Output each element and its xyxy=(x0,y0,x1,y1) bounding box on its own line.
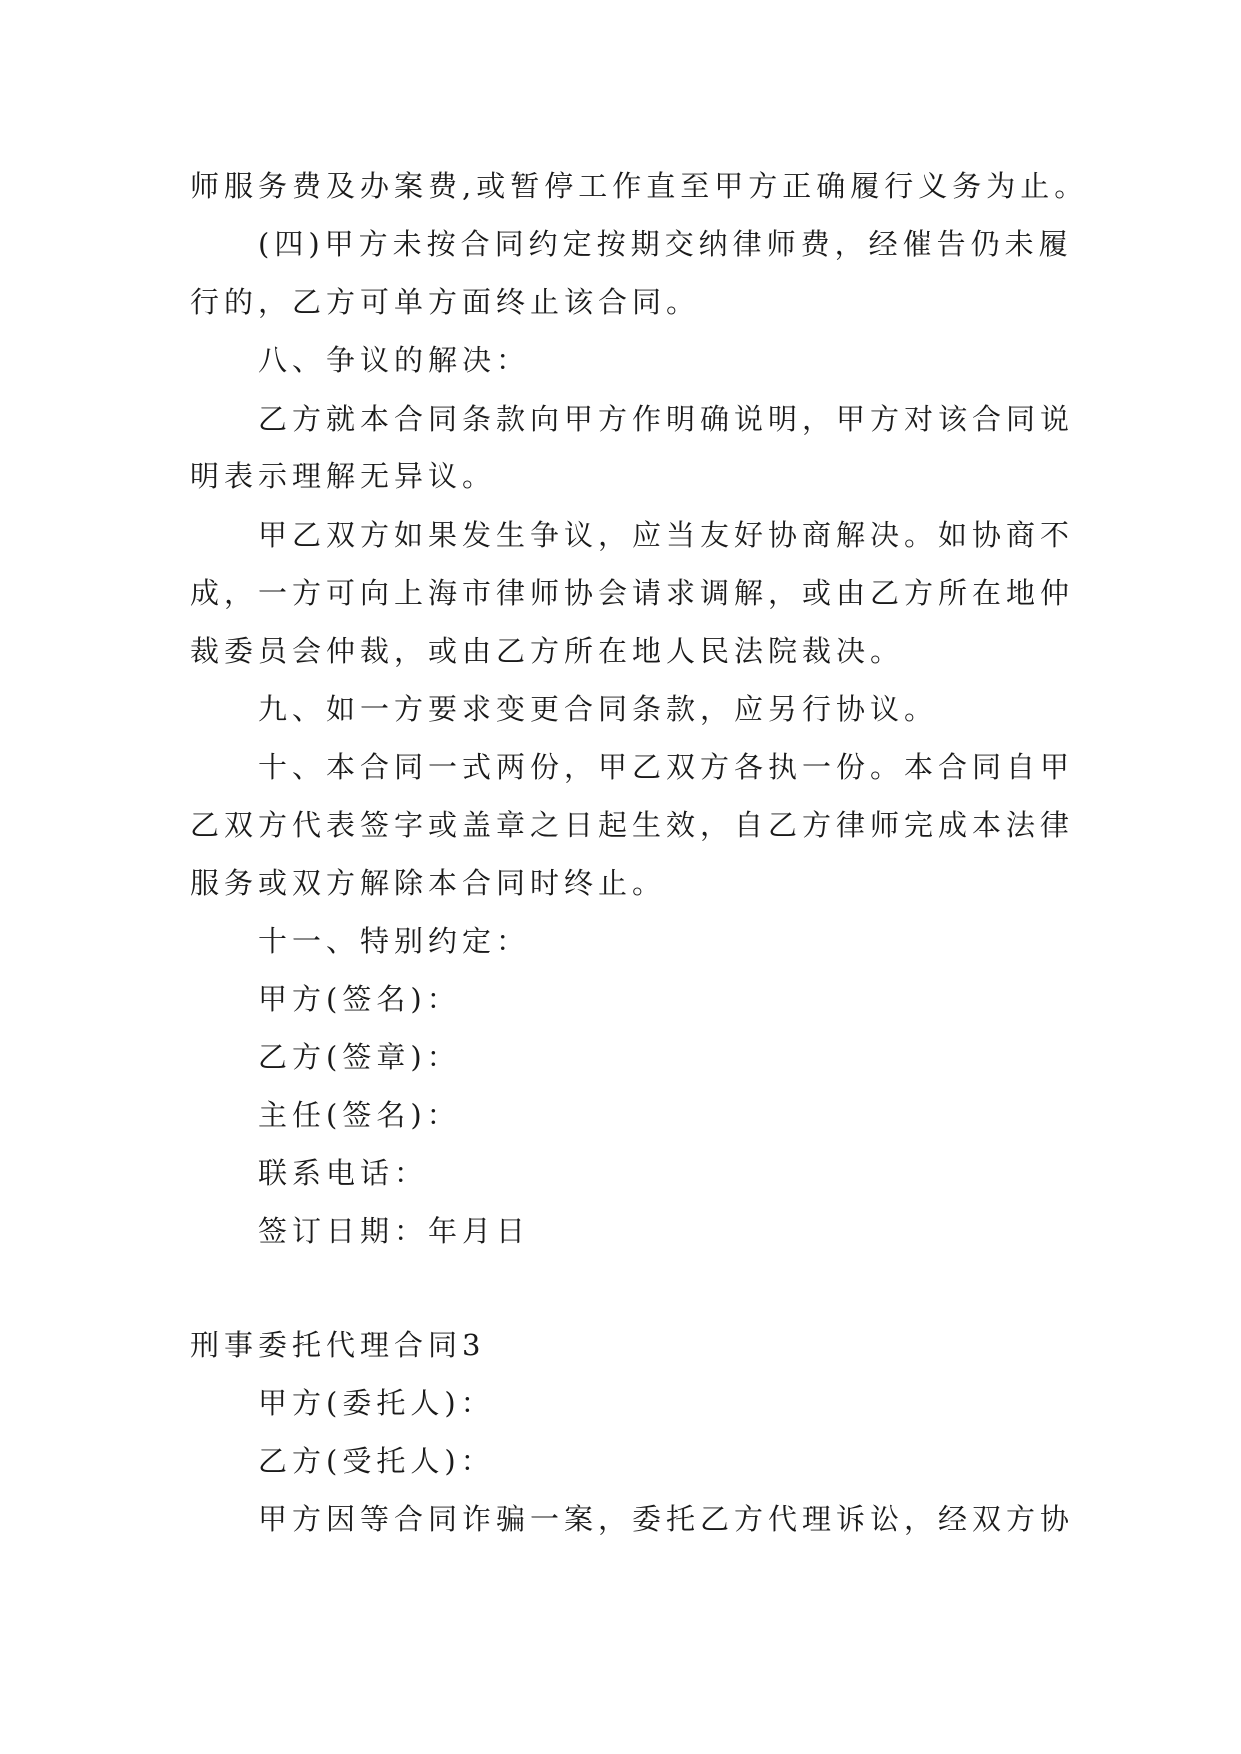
document-title: 刑事委托代理合同3 xyxy=(190,1328,486,1362)
text-line: 师服务费及办案费,或暂停工作直至甲方正确履行义务为止。 xyxy=(190,169,1089,203)
text-line: 甲乙双方如果发生争议，应当友好协商解决。如协商不 xyxy=(258,518,1075,552)
text-line: 裁委员会仲裁，或由乙方所在地人民法院裁决。 xyxy=(190,634,905,668)
contact-phone-field: 联系电话： xyxy=(258,1156,429,1190)
text-line: 九、如一方要求变更合同条款，应另行协议。 xyxy=(258,692,939,726)
signing-date-field: 签订日期：年月日 xyxy=(258,1214,531,1248)
text-line: 明表示理解无异议。 xyxy=(190,459,497,493)
signature-field-director: 主任(签名)： xyxy=(258,1098,461,1132)
text-line: 服务或双方解除本合同时终止。 xyxy=(190,866,667,900)
text-line: 十、本合同一式两份，甲乙双方各执一份。本合同自甲 xyxy=(258,750,1075,784)
signature-field-party-b: 乙方(签章)： xyxy=(258,1040,461,1074)
text-line: 乙方就本合同条款向甲方作明确说明，甲方对该合同说 xyxy=(258,402,1075,436)
party-b-field: 乙方(受托人)： xyxy=(258,1444,495,1478)
section-heading: 十一、特别约定： xyxy=(258,924,531,958)
section-heading: 八、争议的解决： xyxy=(258,343,531,377)
text-line: (四)甲方未按合同约定按期交纳律师费，经催告仍未履 xyxy=(258,227,1073,261)
text-line: 甲方因等合同诈骗一案，委托乙方代理诉讼，经双方协 xyxy=(258,1502,1075,1536)
party-a-field: 甲方(委托人)： xyxy=(258,1386,495,1420)
text-line: 乙双方代表签字或盖章之日起生效，自乙方律师完成本法律 xyxy=(190,808,1075,842)
text-line: 行的，乙方可单方面终止该合同。 xyxy=(190,285,701,319)
text-line: 成，一方可向上海市律师协会请求调解，或由乙方所在地仲 xyxy=(190,576,1075,610)
signature-field-party-a: 甲方(签名)： xyxy=(258,982,461,1016)
